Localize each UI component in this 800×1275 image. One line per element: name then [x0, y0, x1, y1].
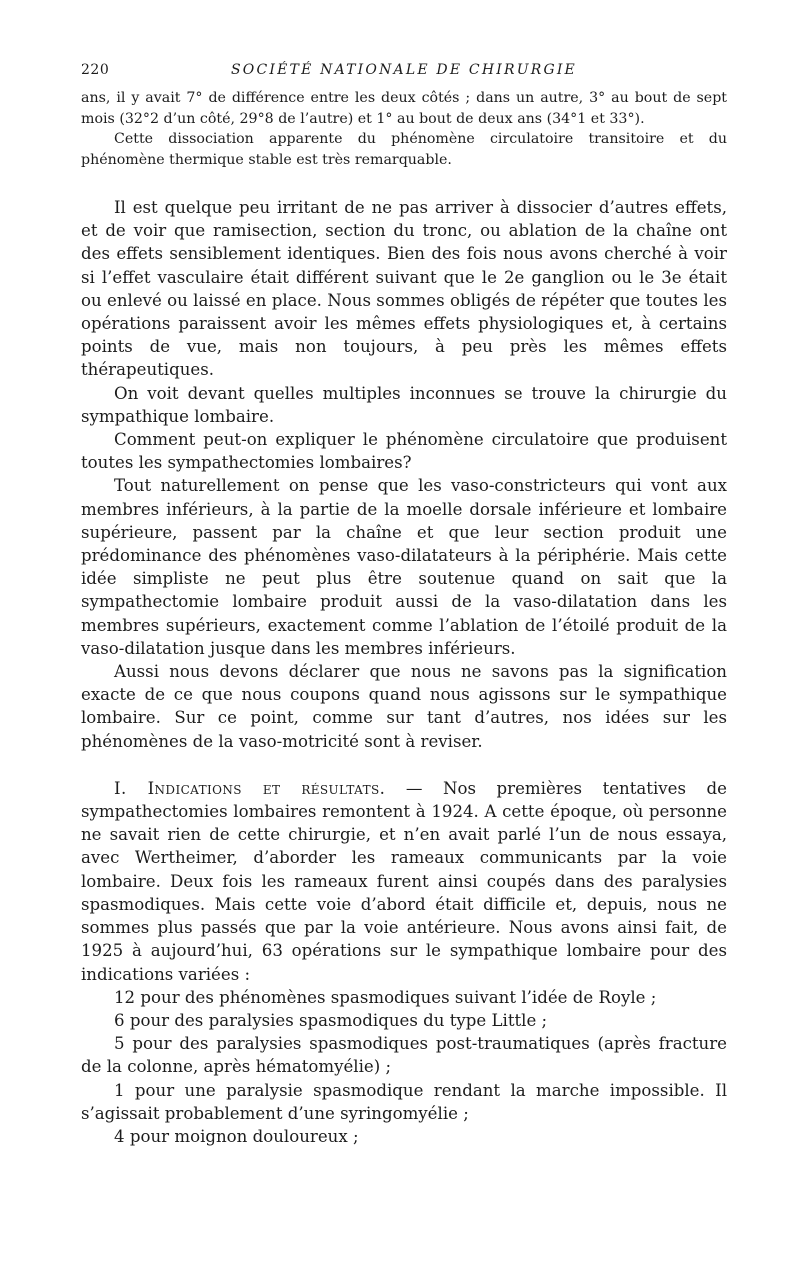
paragraph: Cette dissociation apparente du phénomène circulatoire transitoire et du phénomène thermique stable est très remarquable. — [81, 131, 727, 168]
page-number: 220 — [81, 62, 110, 78]
paragraph: ans, il y avait 7° de différence entre les deux côtés ; dans un autre, 3° au bout de sept mois (32°2 d’un côté, 29°8 de l’autre) et 1° au bout de deux ans (34°1 et 33°). — [81, 90, 727, 127]
list-item: 12 pour des phénomènes spasmodiques suivant l’idée de Royle ; — [114, 987, 657, 1007]
indications-section — [81, 777, 727, 1148]
list-item: 1 pour une paralysie spasmodique rendant la marche impossible. Il s’agissait probablement d’une syringomyélie ; — [81, 1080, 727, 1123]
section-intro-text: Nos premières tentatives de sympathectomies lombaires remontent à 1924. A cette époque, où personne ne savait rien de cette chirurgie, et n’en avait parlé l’un de nous essaya, avec Wertheimer, d’aborder les rameaux communicants par la voie lombaire. Deux fois les rameaux furent ainsi coupés dans des paralysies spasmodiques. Mais cette voie d’abord était difficile et, depuis, nous ne sommes plus passés que par la voie antérieure. Nous avons ainsi fait, de 1925 à aujourd’hui, 63 opérations sur le sympathique lombaire pour des indications variées : — [81, 778, 727, 984]
section-dash: — — [385, 778, 443, 798]
paragraph: Tout naturellement on pense que les vaso-constricteurs qui vont aux membres inférieurs, à la partie de la moelle dorsale inférieure et lombaire supérieure, passent par la chaîne et que leur section produit une prédominance des phénomènes vaso-dilatateurs à la périphérie. Mais cette idée simpliste ne peut plus être soutenue quand on sait que la sympathectomie lombaire produit aussi de la vaso-dilatation dans les membres supérieurs, exactement comme l’ablation de l’étoilé produit de la vaso-dilatation jusque dans les membres inférieurs. — [81, 476, 727, 658]
paragraph: Il est quelque peu irritant de ne pas arriver à dissocier d’autres effets, et de voir que ramisection, section du tronc, ou ablation de la chaîne ont des effets sensiblement identiques. Bien des fois nous avons cherché à voir si l’effet vasculaire était différent suivant que le 2e ganglion ou le 3e était ou enlevé ou laissé en place. Nous sommes obligés de répéter que toutes les opérations paraissent avoir les mêmes effets physiologiques et, à certains points de vue, mais non toujours, à peu près les mêmes effets thérapeutiques. — [81, 198, 727, 380]
list-item: 4 pour moignon douloureux ; — [114, 1126, 359, 1146]
discussion-block — [81, 196, 727, 753]
page — [81, 58, 727, 1148]
list-item: 6 pour des paralysies spasmodiques du type Little ; — [114, 1010, 548, 1030]
list-item: 5 pour des paralysies spasmodiques post-traumatiques (après fracture de la colonne, après hématomyélie) ; — [81, 1034, 727, 1077]
page-header — [81, 58, 727, 88]
paragraph: On voit devant quelles multiples inconnues se trouve la chirurgie du sympathique lombaire. — [81, 383, 727, 426]
continued-text-block — [81, 88, 727, 170]
section-paragraph — [81, 777, 727, 986]
paragraph: Aussi nous devons déclarer que nous ne savons pas la signification exacte de ce que nous coupons quand nous agissons sur le sympathique lombaire. Sur ce point, comme sur tant d’autres, nos idées sur les phénomènes de la vaso-motricité sont à reviser. — [81, 662, 727, 751]
section-heading: I. Indications et résultats. — [114, 778, 386, 798]
running-head: SOCIÉTÉ NATIONALE DE CHIRURGIE — [231, 62, 577, 78]
paragraph: Comment peut-on expliquer le phénomène circulatoire que produisent toutes les sympathectomies lombaires? — [81, 430, 727, 473]
